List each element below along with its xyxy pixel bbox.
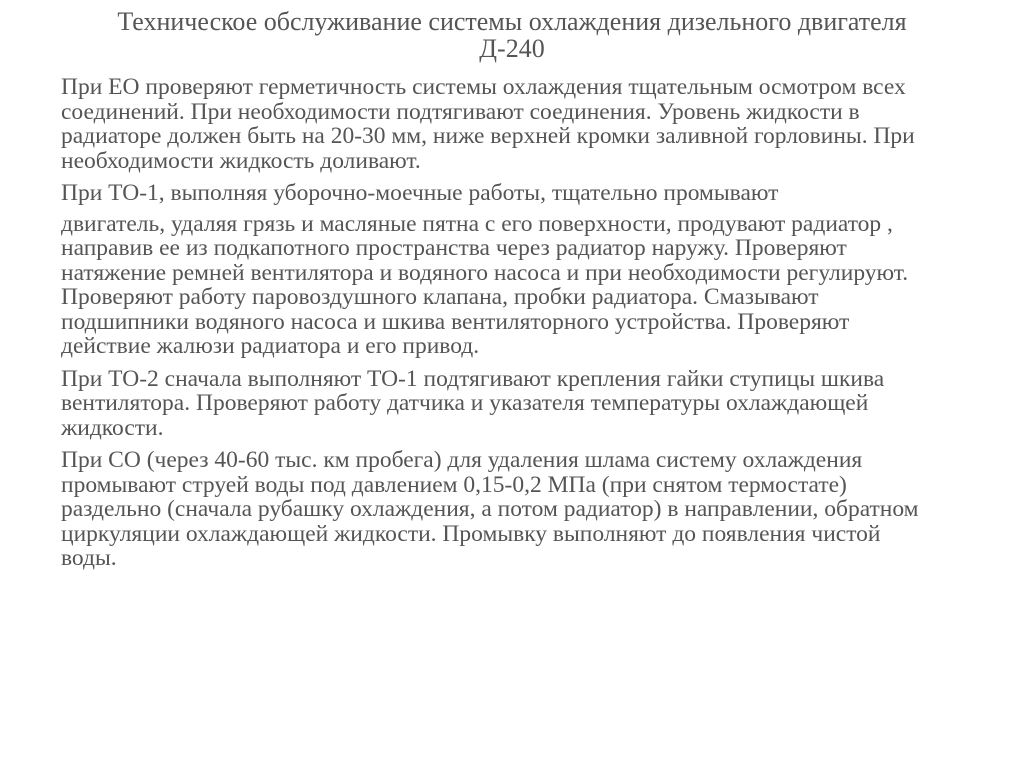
paragraph-to1-rest: двигатель, удаляя грязь и масляные пятна с его поверхности, продувают радиатор , направив ее из подкапотного пространства через радиатор наружу. Проверяют натяжение ремней вентилятора и водяного насоса и при необходимости регулируют. Проверяют работу паровоздушного клапана, пробки радиатора. Смазывают подшипники водяного насоса и шкива вентиляторного устройства. Проверяют действие жалюзи радиатора и его привод.	[61, 210, 909, 359]
paragraph-to1	[61, 181, 941, 359]
paragraph-so: При СО (через 40-60 тыс. км пробега) для удаления шлама систему охлаждения промывают струей воды под давлением 0,15-0,2 МПа (при снятом термостате) раздельно (сначала рубашку охлаждения, а потом радиатор) в направлении, обратном циркуляции охлаждающей жидкости. Промывку выполняют до появления чистой воды.	[61, 447, 919, 571]
paragraph-eo: При ЕО проверяют герметичность системы охлаждения тщательным осмотром всех соединений. При необходимости подтягивают соединения. Уровень жидкости в радиаторе должен быть на 20-30 мм, ниже верхней кромки заливной горловины. При необходимости жидкость доливают.	[61, 74, 915, 174]
paragraph-to1-first-line: При ТО-1, выполняя уборочно-моечные работы, тщательно промывают	[61, 180, 779, 206]
slide-title-line2: Д-240	[479, 34, 545, 63]
paragraph-to2: При ТО-2 сначала выполняют ТО-1 подтягивают крепления гайки ступицы шкива вентилятора. Проверяют работу датчика и указателя температуры охлаждающей жидкости.	[61, 365, 885, 441]
slide-title	[60, 8, 964, 62]
slide-title-line1: Техническое обслуживание системы охлаждения дизельного двигателя	[117, 7, 907, 36]
slide-body	[61, 75, 941, 579]
